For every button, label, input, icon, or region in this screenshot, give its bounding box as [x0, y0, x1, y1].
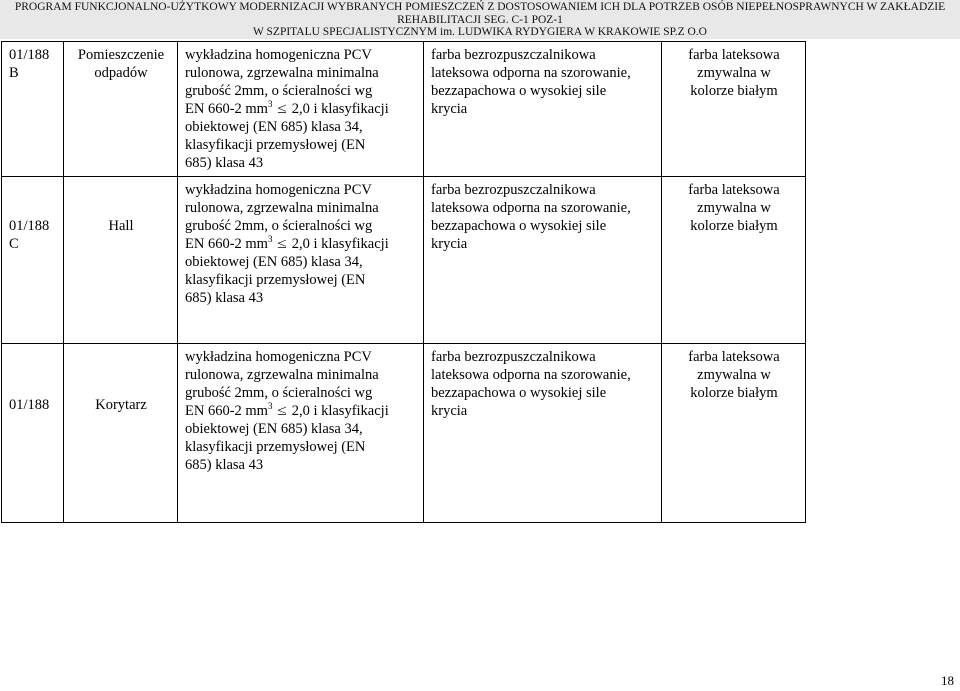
ceiling-finish-cell: farba lateksowa zmywalna w kolorze białym — [662, 177, 806, 344]
table-row — [2, 344, 806, 523]
less-equal-symbol: ≤ — [277, 101, 287, 117]
ceiling-finish-cell: farba lateksowa zmywalna w kolorze białym — [662, 42, 806, 177]
header-line-1: PROGRAM FUNKCJONALNO-UŻYTKOWY MODERNIZACJI WYBRANYCH POMIESZCZEŃ Z DOSTOSOWANIEM ICH DLA POTRZEB OSÓB NIEPEŁNOSPRAWNYCH W ZAKŁADZIE — [14, 1, 946, 13]
room-number-cell: 01/188 C — [2, 177, 64, 344]
header-line-3: W SZPITALU SPECJALISTYCZNYM im. LUDWIKA RYDYGIERA W KRAKOWIE SP.Z O.O — [253, 26, 707, 38]
room-number-cell: 01/188 — [2, 344, 64, 523]
floor-finish-cell: wykładzina homogeniczna PCV rulonowa, zgrzewalna minimalna grubość 2mm, o ścieralności wg EN 660-2 $mm^3 \le 2,0$ i klasyfikacji obiektowej (EN 685) klasa 34, klasyfikacji przemysłowej (EN 685) klasa 43 — [178, 177, 424, 344]
ceiling-finish-cell: farba lateksowa zmywalna w kolorze białym — [662, 344, 806, 523]
page-number: 18 — [941, 673, 954, 688]
header-line-2: REHABILITACJI SEG. C-1 POZ-1 — [397, 13, 563, 26]
wall-finish-cell: farba bezrozpuszczalnikowa lateksowa odporna na szorowanie, bezzapachowa o wysokiej sile krycia — [424, 42, 662, 177]
finishes-table — [1, 41, 806, 523]
document-header — [0, 0, 960, 39]
wall-finish-cell: farba bezrozpuszczalnikowa lateksowa odporna na szorowanie, bezzapachowa o wysokiej sile krycia — [424, 177, 662, 344]
room-number-cell: 01/188 B — [2, 42, 64, 177]
room-name-cell: Pomieszczenie odpadów — [64, 42, 178, 177]
table-row — [2, 177, 806, 344]
room-name-cell: Korytarz — [64, 344, 178, 523]
less-equal-symbol: ≤ — [277, 403, 287, 419]
wall-finish-cell: farba bezrozpuszczalnikowa lateksowa odporna na szorowanie, bezzapachowa o wysokiej sile krycia — [424, 344, 662, 523]
less-equal-symbol: ≤ — [277, 236, 287, 252]
floor-finish-cell: wykładzina homogeniczna PCV rulonowa, zgrzewalna minimalna grubość 2mm, o ścieralności wg EN 660-2 $mm^3 \le 2,0$ i klasyfikacji obiektowej (EN 685) klasa 34, klasyfikacji przemysłowej (EN 685) klasa 43 — [178, 344, 424, 523]
room-name-cell: Hall — [64, 177, 178, 344]
table-row — [2, 42, 806, 177]
floor-finish-cell: wykładzina homogeniczna PCV rulonowa, zgrzewalna minimalna grubość 2mm, o ścieralności wg EN 660-2 $mm^3 \le 2,0$ i klasyfikacji obiektowej (EN 685) klasa 34, klasyfikacji przemysłowej (EN 685) klasa 43 — [178, 42, 424, 177]
